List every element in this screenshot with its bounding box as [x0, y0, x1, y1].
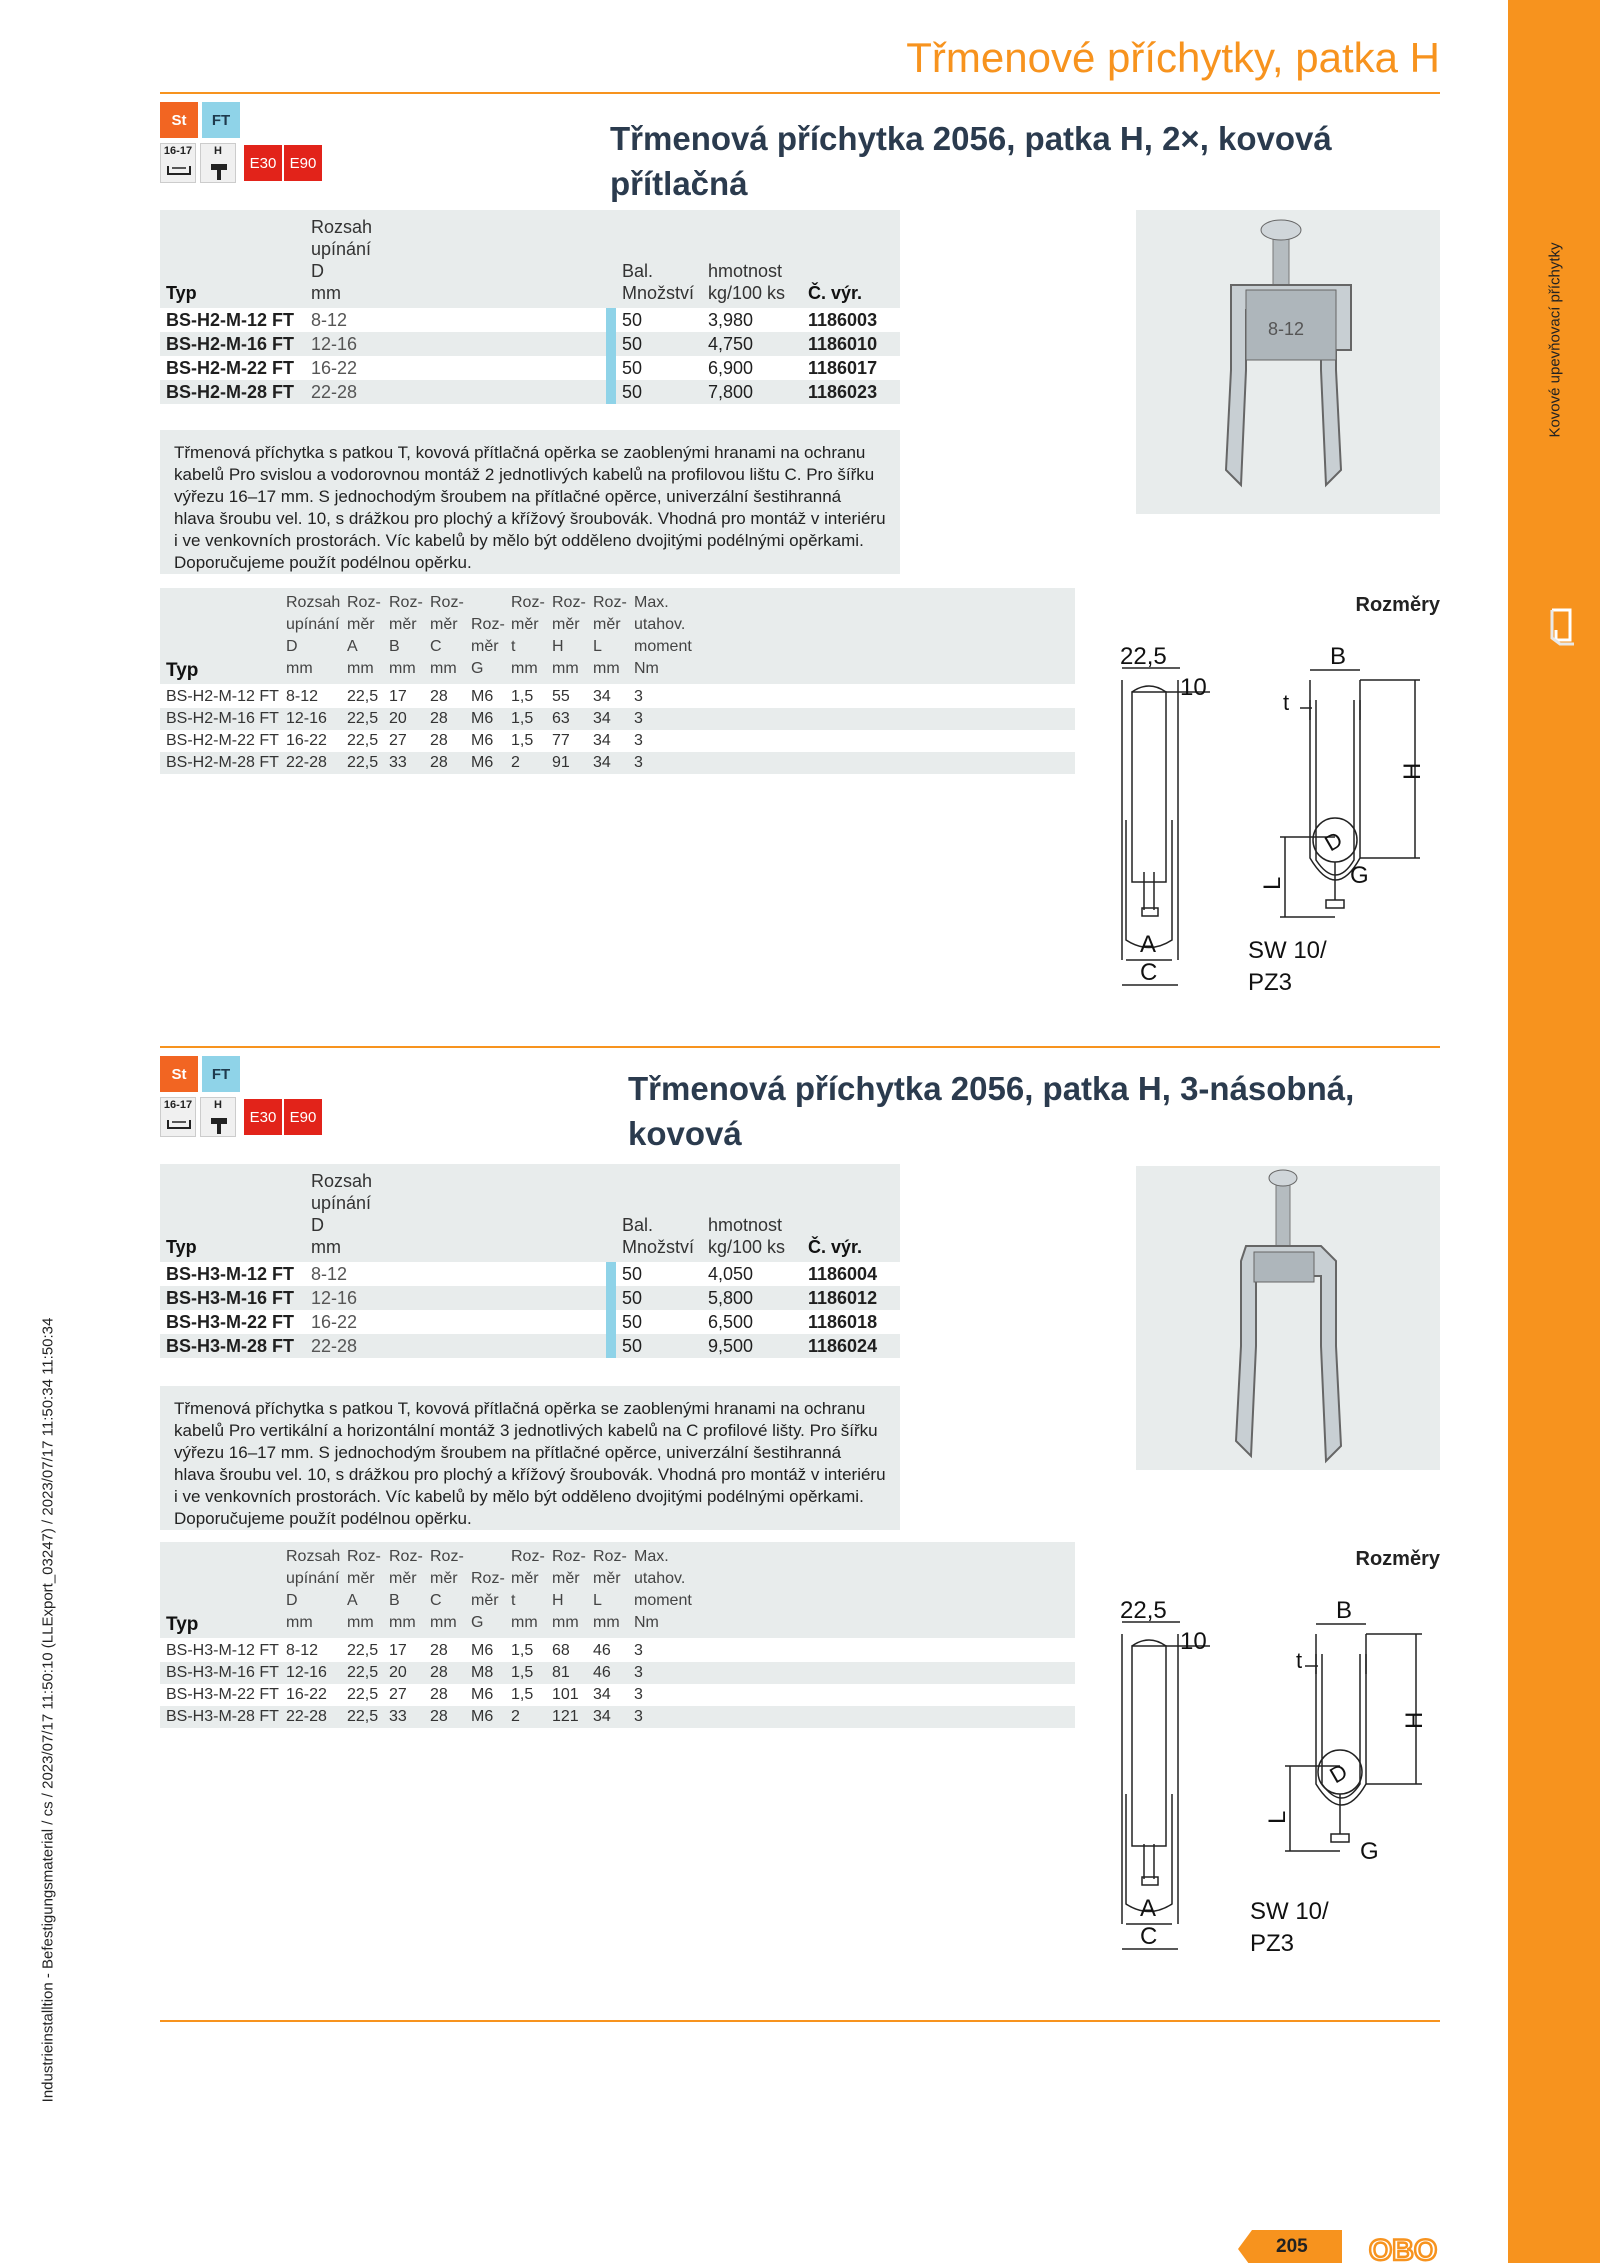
dim-row: BS-H3-M-12 FT 8-12 22,5 17 28 M6 1,5 68 46 3 [160, 1640, 1075, 1662]
dim-row: BS-H2-M-16 FT 12-16 22,5 20 28 M6 1,5 63 34 3 [160, 708, 1075, 730]
dim-label-b: B [1336, 1597, 1353, 1624]
product-photo [1136, 210, 1440, 514]
dim-label-c: C [1140, 1923, 1158, 1950]
col-weight-header: hmotnost kg/100 ks [708, 1215, 786, 1257]
dim-label-a: A [1140, 1895, 1157, 1922]
table-row: BS-H3-M-16 FT 12-16 50 5,800 1186012 [160, 1286, 900, 1310]
foot-h-icon [200, 1097, 236, 1137]
dim-col-h: Roz- měr H mm [552, 594, 586, 677]
dim-label-l: L [1264, 1810, 1291, 1824]
dim-col-t: Roz- měr t mm [511, 594, 545, 677]
table-row: BS-H2-M-16 FT 12-16 50 4,750 1186010 [160, 332, 900, 356]
fire-class-e30-badge: E30 [244, 1099, 282, 1135]
dim-col-l: Roz- měr L mm [593, 1548, 627, 1631]
fire-class-e90-badge: E90 [284, 1099, 322, 1135]
product-title-line1: Třmenová příchytka 2056, patka H, 3-násobná, kovová [628, 1070, 1355, 1152]
dim-label-sw: SW 10/ [1248, 937, 1327, 964]
col-pack-header: Bal. Množství [622, 261, 695, 303]
product-photo [1136, 1166, 1440, 1470]
dim-col-c: Roz- měr C mm [430, 594, 464, 677]
table-row: BS-H2-M-12 FT 8-12 50 3,980 1186003 [160, 308, 900, 332]
clip-category-icon [1546, 604, 1580, 648]
dim-col-range: Rozsah upínání D mm [286, 1548, 341, 1631]
dim-col-a: Roz- měr A mm [347, 1548, 381, 1631]
foot-h-label: H [214, 1099, 222, 1111]
dim-col-b: Roz- měr B mm [389, 594, 423, 677]
rail-width-label: 16-17 [163, 1099, 193, 1111]
table-row: BS-H2-M-28 FT 22-28 50 7,800 1186023 [160, 380, 900, 404]
col-code-header: Č. výr. [808, 283, 863, 303]
section-rule [160, 1046, 1440, 1048]
dim-row: BS-H2-M-22 FT 16-22 22,5 27 28 M6 1,5 77 34 3 [160, 730, 1075, 752]
col-type-header: Typ [166, 1237, 197, 1257]
rail-width-icon [160, 1097, 196, 1137]
order-table-header [160, 1164, 900, 1262]
col-code-header: Č. výr. [808, 1237, 863, 1257]
col-pack-header: Bal. Množství [622, 1215, 695, 1257]
dim-row: BS-H3-M-16 FT 12-16 22,5 20 28 M8 1,5 81 46 3 [160, 1662, 1075, 1684]
dim-label-10: 10 [1180, 1628, 1207, 1655]
table-row: BS-H3-M-22 FT 16-22 50 6,500 1186018 [160, 1310, 900, 1334]
dim-label-22-5: 22,5 [1120, 1597, 1167, 1624]
dim-col-l: Roz- měr L mm [593, 594, 627, 677]
dim-label-b: B [1330, 643, 1347, 670]
order-table-header [160, 210, 900, 308]
material-badge-st: St [160, 102, 198, 138]
dim-label-l: L [1259, 876, 1286, 890]
fire-class-e30-badge: E30 [244, 145, 282, 181]
sidebar-category-label: Kovové upevňovací příchytky [1546, 242, 1564, 438]
header-rule [160, 92, 1440, 94]
table-row: BS-H3-M-28 FT 22-28 50 9,500 1186024 [160, 1334, 900, 1358]
dim-col-type: Typ [166, 660, 199, 681]
dimensions-heading: Rozměry [1355, 1548, 1440, 1570]
dim-row: BS-H2-M-28 FT 22-28 22,5 33 28 M6 2 91 34 3 [160, 752, 1075, 774]
fire-class-e90-badge: E90 [284, 145, 322, 181]
dim-label-pz: PZ3 [1248, 969, 1293, 996]
dimension-drawing [1100, 1594, 1440, 1964]
dim-label-h: H [1401, 1711, 1428, 1729]
col-range-header: Rozsah upínání D mm [311, 1171, 373, 1257]
dim-label-t: t [1283, 690, 1290, 715]
dim-col-c: Roz- měr C mm [430, 1548, 464, 1631]
obo-logo [1364, 2230, 1442, 2263]
dim-row: BS-H3-M-22 FT 16-22 22,5 27 28 M6 1,5 101 34 3 [160, 1684, 1075, 1706]
dim-col-b: Roz- měr B mm [389, 1548, 423, 1631]
dim-col-type: Typ [166, 1614, 199, 1635]
product-description: Třmenová příchytka s patkou T, kovová přítlačná opěrka se zaoblenými hranami na ochranu kabelů Pro svislou a vodorovnou montáž 2 jednotlivých kabelů na profilovou lištu C. Pro šířku výřezu 16–17 mm. S jednochodým šroubem na přítlačné opěrce, univerzální šestihranná hlava šroubu vel. 10, s drážkou pro plochý a křížový šroubovák. Vhodná pro montáž v interiéru i ve venkovních prostorách. Víc kabelů by mělo být odděleno dvojitými podélnými opěrkami. Doporučujeme použít podélnou opěrku. [160, 430, 900, 574]
table-row: BS-H2-M-22 FT 16-22 50 6,900 1186017 [160, 356, 900, 380]
dim-row: BS-H2-M-12 FT 8-12 22,5 17 28 M6 1,5 55 34 3 [160, 686, 1075, 708]
page-title: Třmenové příchytky, patka H [906, 34, 1440, 81]
dimensions-heading: Rozměry [1355, 594, 1440, 616]
section-rule [160, 2020, 1440, 2022]
dim-col-torque: Max. utahov. moment Nm [634, 594, 692, 677]
dim-label-pz: PZ3 [1250, 1930, 1295, 1957]
dim-col-t: Roz- měr t mm [511, 1548, 545, 1631]
product-description: Třmenová příchytka s patkou T, kovová přítlačná opěrka se zaoblenými hranami na ochranu kabelů Pro vertikální a horizontální montáž 3 jednotlivých kabelů na C profilové lišty. Pro šířku výřezu 16–17 mm. S jednochodým šroubem na přítlačné opěrce, univerzální šestihranná hlava šroubu vel. 10, s drážkou pro plochý a křížový šroubovák. Vhodná pro montáž v interiéru i ve venkovních prostorách. Víc kabelů by mělo být odděleno dvojitými podélnými opěrkami. Doporučujeme použít podélnou opěrku. [160, 1386, 900, 1530]
dim-label-d: D [1325, 1758, 1352, 1789]
dim-col-torque: Max. utahov. moment Nm [634, 1548, 692, 1631]
col-range-header: Rozsah upínání D mm [311, 217, 373, 303]
dim-label-h: H [1399, 762, 1426, 780]
material-badge-st: St [160, 1056, 198, 1092]
rail-width-icon [160, 143, 196, 183]
col-weight-header: hmotnost kg/100 ks [708, 261, 786, 303]
dim-col-a: Roz- měr A mm [347, 594, 381, 677]
dim-label-t: t [1296, 1648, 1303, 1673]
rail-width-label: 16-17 [163, 145, 193, 157]
dim-label-a: A [1140, 931, 1157, 958]
dim-col-h: Roz- měr H mm [552, 1548, 586, 1631]
svg-text:OBO: OBO [1368, 2234, 1438, 2263]
dim-label-g: G [1350, 862, 1369, 889]
dimension-drawing [1100, 640, 1440, 1000]
table-row: BS-H3-M-12 FT 8-12 50 4,050 1186004 [160, 1262, 900, 1286]
finish-badge-ft: FT [202, 102, 240, 138]
dim-label-22-5: 22,5 [1120, 643, 1167, 670]
dim-label-sw: SW 10/ [1250, 1898, 1329, 1925]
print-metadata: Industrieinstalltion - Befestigungsmaterial / cs / 2023/07/17 11:50:10 (LLExport_03247) / 2023/07/17 11:50:34 11:50:34 [39, 1317, 57, 2103]
svg-text:8-12: 8-12 [1267, 319, 1305, 339]
foot-h-label: H [214, 145, 222, 157]
dim-col-g: Roz- měr G [471, 616, 505, 677]
foot-h-icon [200, 143, 236, 183]
dim-col-range: Rozsah upínání D mm [286, 594, 341, 677]
finish-badge-ft: FT [202, 1056, 240, 1092]
dim-label-10: 10 [1180, 674, 1207, 701]
col-type-header: Typ [166, 283, 197, 303]
dim-label-d: D [1320, 826, 1347, 857]
dim-col-g: Roz- měr G [471, 1570, 505, 1631]
dim-row: BS-H3-M-28 FT 22-28 22,5 33 28 M6 2 121 34 3 [160, 1706, 1075, 1728]
page-number: 205 [1276, 2236, 1308, 2257]
product-title-line1: Třmenová příchytka 2056, patka H, 2×, kovová přítlačná [610, 120, 1332, 202]
dim-label-g: G [1360, 1838, 1379, 1865]
dim-label-c: C [1140, 959, 1158, 986]
